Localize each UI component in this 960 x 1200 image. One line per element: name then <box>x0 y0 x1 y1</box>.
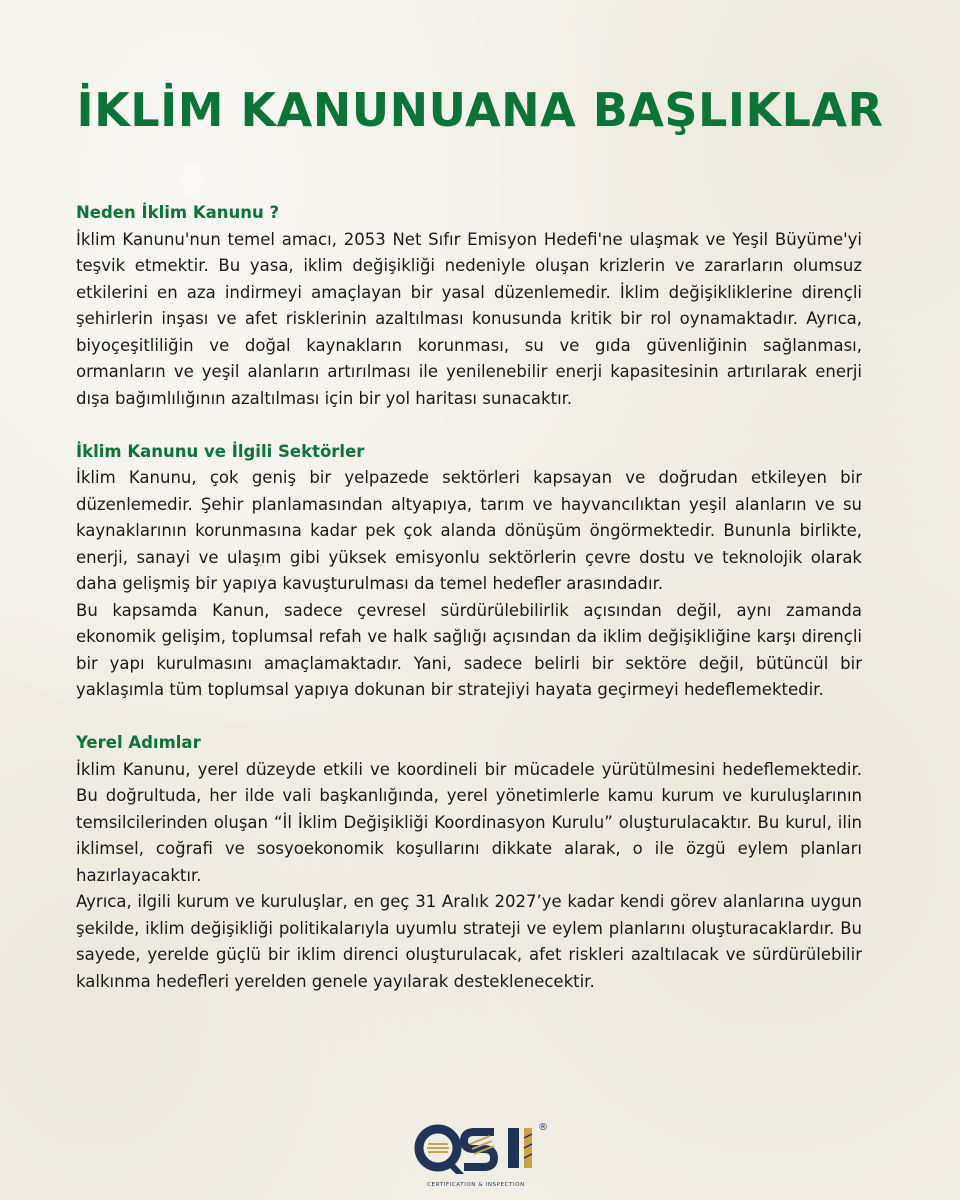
section-paragraph: Bu kapsamda Kanun, sadece çevresel sürdürülebilirlik açısından değil, aynı zamanda ekonomik gelişim, toplumsal refah ve halk sağlığı açısından da iklim değişikliğine karşı dirençli bir yapı kurulmasını amaçlamaktadır. Yani, sadece belirli bir sektöre değil, bütüncül bir yaklaşımla tüm toplumsal yapıya dokunan bir stratejiyi hayata geçirmeyi hedeflemektedir. <box>76 600 862 699</box>
section-heading: Yerel Adımlar <box>76 733 201 752</box>
section-paragraph: İklim Kanunu, yerel düzeyde etkili ve koordineli bir mücadele yürütülmesini hedeflemektedir. Bu doğrultuda, her ilde vali başkanlığında, yerel yönetimlerle kamu kurum ve kuruluşlarının temsilcilerinden oluşan “İl İklim Değişikliği Koordinasyon Kurulu” oluşturulacaktır. Bu kurul, ilin iklimsel, coğrafi ve sosyoekonomik koşullarını dikkate alarak, o ile özgü eylem planları hazırlayacaktır. <box>76 759 862 885</box>
logo-caption: CERTIFICATION & INSPECTION <box>427 1182 525 1188</box>
section-yerel-adimlar <box>76 730 862 995</box>
section-paragraph: İklim Kanunu'nun temel amacı, 2053 Net Sıfır Emisyon Hedefi'ne ulaşmak ve Yeşil Büyüme'yi teşvik etmektir. Bu yasa, iklim değişikliği nedeniyle oluşan krizlerin ve zararların olumsuz etkilerini en aza indirmeyi amaçlayan bir yasal düzenlemedir. İklim değişikliklerine dirençli şehirlerin inşası ve afet risklerinin azaltılması konusunda kritik bir rol oynamaktadır. Ayrıca, biyoçeşitliliğin ve doğal kaynakların korunması, su ve gıda güvenliğinin sağlanması, ormanların ve yeşil alanların artırılması ile yenilenebilir enerji kapasitesinin artırılarak enerji dışa bağımlılığının azaltılması için bir yol haritası sunacaktır. <box>76 229 862 408</box>
logo-letter-q <box>419 1129 464 1174</box>
registered-mark: ® <box>538 1122 548 1133</box>
section-heading: Neden İklim Kanunu ? <box>76 203 280 222</box>
section-ilgili-sektorler <box>76 439 862 704</box>
section-paragraph: İklim Kanunu, çok geniş bir yelpazede sektörleri kapsayan ve doğrudan etkileyen bir düzenlemedir. Şehir planlamasından altyapıya, tarım ve hayvancılıktan yeşil alanların ve su kaynaklarının korunmasına kadar pek çok alanda dönüşüm öngörmektedir. Bununla birlikte, enerji, sanayi ve ulaşım gibi yüksek emisyonlu sektörlerin çevre dostu ve teknolojik olarak daha gelişmiş bir yapıya kavuşturulması da temel hedefler arasındadır. <box>76 468 862 593</box>
document-body <box>76 200 862 995</box>
section-paragraph: Ayrıca, ilgili kurum ve kuruluşlar, en geç 31 Aralık 2027’ye kadar kendi görev alanlarına uygun şekilde, iklim değişikliği politikalarıyla uyumlu strateji ve eylem planlarını oluşturacaklardır. Bu sayede, yerelde güçlü bir iklim direnci oluşturulacak, afet riskleri azaltılacak ve sürdürülebilir kalkınma hedefleri yerelden genele yayılarak desteklenecektir. <box>76 892 862 991</box>
section-heading: İklim Kanunu ve İlgili Sektörler <box>76 441 365 461</box>
logo-letter-s <box>464 1132 494 1167</box>
page-title: İKLİM KANUNUANA BAŞLIKLAR <box>76 83 884 137</box>
qsi-logo-mark <box>414 1122 538 1180</box>
logo-letter-i <box>508 1128 532 1168</box>
section-neden-iklim-kanunu <box>76 200 862 412</box>
qsi-logo <box>414 1122 548 1192</box>
